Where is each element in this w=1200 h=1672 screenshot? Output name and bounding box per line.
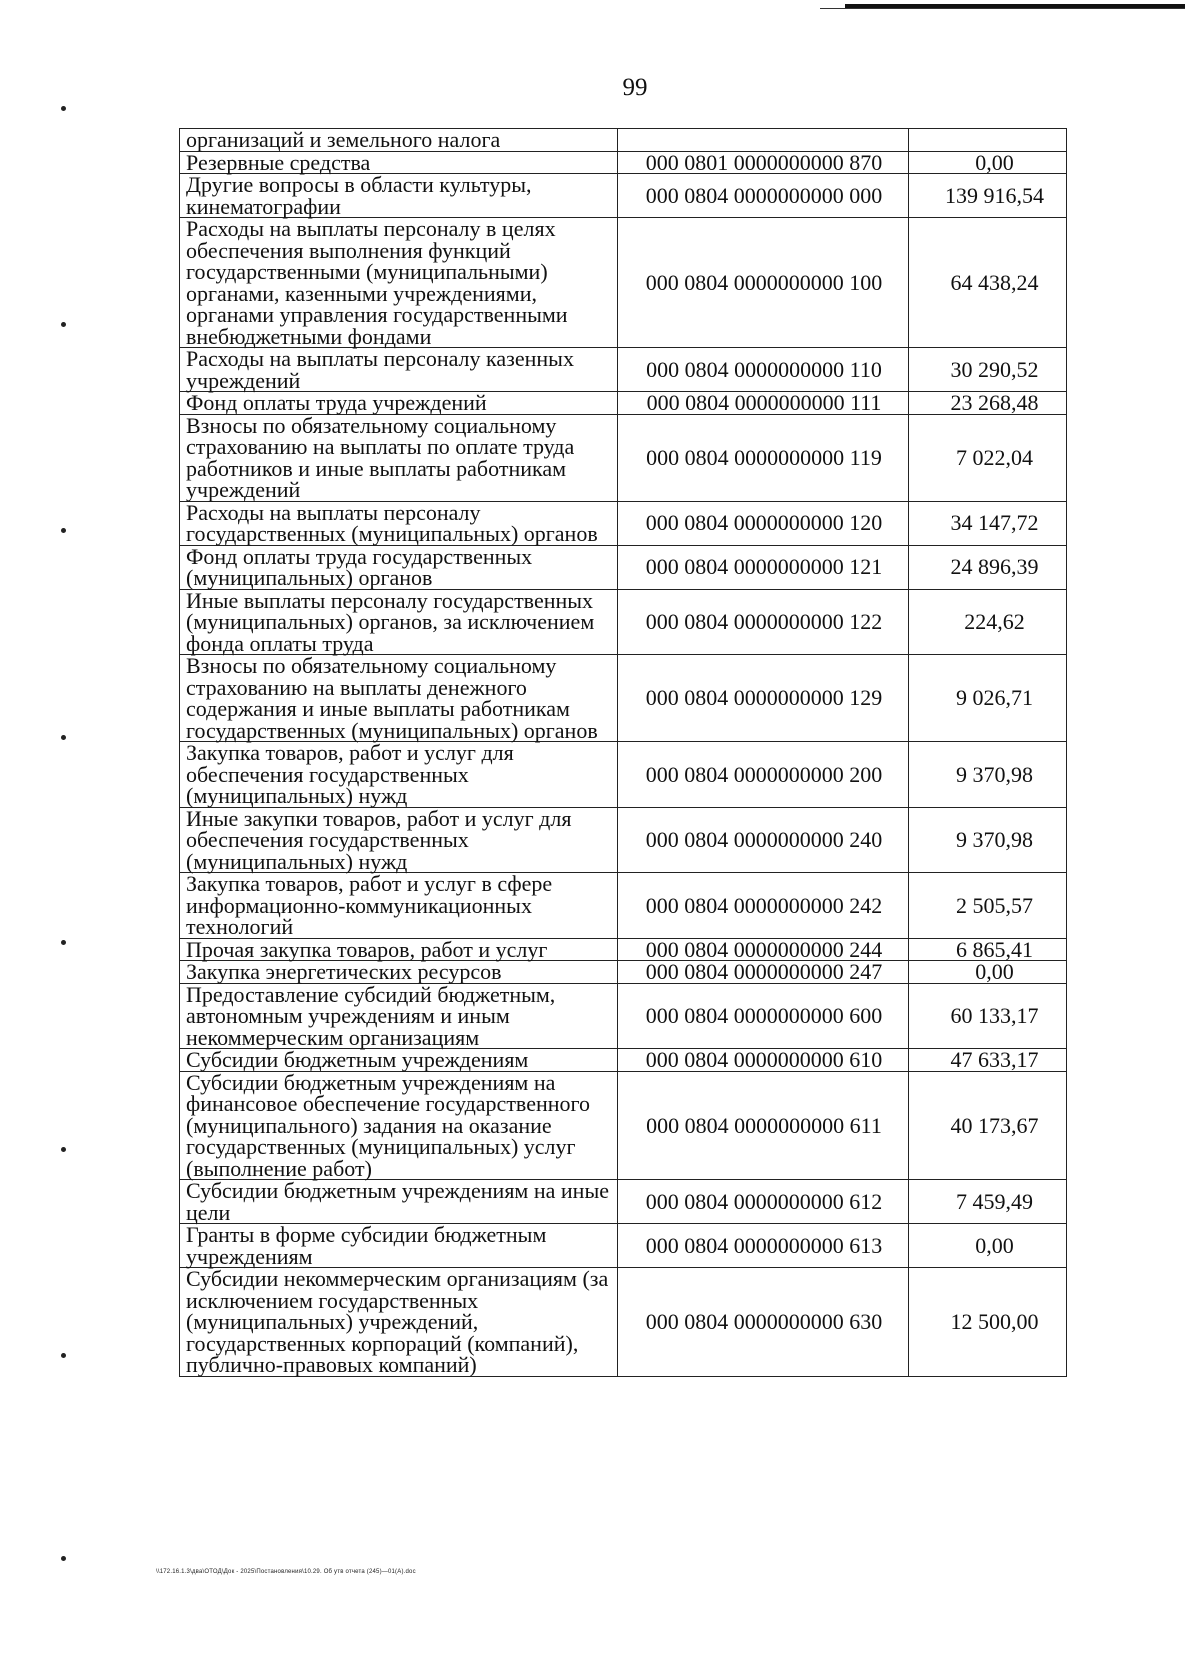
row-code: 000 0804 0000000000 613: [618, 1224, 909, 1268]
table-row: [180, 218, 1067, 348]
row-name: организаций и земельного налога: [180, 129, 618, 152]
row-code: 000 0804 0000000000 242: [618, 873, 909, 939]
table-row: [180, 873, 1067, 939]
row-code: 000 0804 0000000000 612: [618, 1180, 909, 1224]
row-amount: 30 290,52: [909, 348, 1067, 392]
row-name: Фонд оплаты труда государственных (муниципальных) органов: [180, 545, 618, 589]
budget-table: [179, 128, 1067, 1377]
margin-dot: [61, 528, 66, 533]
table-row: [180, 174, 1067, 218]
row-code: 000 0804 0000000000 110: [618, 348, 909, 392]
row-code: 000 0804 0000000000 129: [618, 655, 909, 742]
row-code: 000 0804 0000000000 120: [618, 501, 909, 545]
table-row: [180, 1224, 1067, 1268]
row-code: 000 0804 0000000000 200: [618, 742, 909, 808]
margin-dot: [61, 735, 66, 740]
row-code: 000 0804 0000000000 630: [618, 1268, 909, 1377]
row-name: Субсидии бюджетным учреждениям на финансовое обеспечение государственного (муниципального) задания на оказание государственных (муниципальных) услуг (выполнение работ): [180, 1071, 618, 1180]
row-amount: 34 147,72: [909, 501, 1067, 545]
row-name: Иные выплаты персоналу государственных (муниципальных) органов, за исключением фонда оплаты труда: [180, 589, 618, 655]
header-rule-thin: [820, 8, 1185, 9]
row-amount: 60 133,17: [909, 983, 1067, 1049]
row-code: 000 0804 0000000000 119: [618, 414, 909, 501]
margin-dot: [61, 1556, 66, 1561]
header-rule: [845, 4, 1185, 8]
table-row: [180, 129, 1067, 152]
row-name: Субсидии бюджетным учреждениям: [180, 1049, 618, 1072]
table-row: [180, 348, 1067, 392]
row-code: 000 0801 0000000000 870: [618, 151, 909, 174]
table-row: [180, 961, 1067, 984]
table-row: [180, 414, 1067, 501]
table-row: [180, 151, 1067, 174]
row-amount: 7 022,04: [909, 414, 1067, 501]
row-code: 000 0804 0000000000 240: [618, 807, 909, 873]
row-amount: 9 370,98: [909, 742, 1067, 808]
row-name: Резервные средства: [180, 151, 618, 174]
row-amount: 6 865,41: [909, 938, 1067, 961]
table-row: [180, 1180, 1067, 1224]
row-amount: 0,00: [909, 961, 1067, 984]
table-row: [180, 392, 1067, 415]
row-code: 000 0804 0000000000 111: [618, 392, 909, 415]
row-code: 000 0804 0000000000 600: [618, 983, 909, 1049]
row-amount: [909, 129, 1067, 152]
row-amount: 0,00: [909, 1224, 1067, 1268]
row-name: Субсидии некоммерческим организациям (за исключением государственных (муниципальных) учреждений, государственных корпораций (компаний), публично-правовых компаний): [180, 1268, 618, 1377]
table-row: [180, 1268, 1067, 1377]
margin-dot: [61, 940, 66, 945]
row-amount: 9 370,98: [909, 807, 1067, 873]
row-name: Предоставление субсидий бюджетным, автономным учреждениям и иным некоммерческим организациям: [180, 983, 618, 1049]
row-amount: 23 268,48: [909, 392, 1067, 415]
row-code: 000 0804 0000000000 121: [618, 545, 909, 589]
row-name: Прочая закупка товаров, работ и услуг: [180, 938, 618, 961]
row-name: Другие вопросы в области культуры, кинематографии: [180, 174, 618, 218]
row-amount: 40 173,67: [909, 1071, 1067, 1180]
row-name: Субсидии бюджетным учреждениям на иные цели: [180, 1180, 618, 1224]
row-name: Расходы на выплаты персоналу казенных учреждений: [180, 348, 618, 392]
row-amount: 47 633,17: [909, 1049, 1067, 1072]
margin-dot: [61, 322, 66, 327]
margin-dot: [61, 106, 66, 111]
row-amount: 64 438,24: [909, 218, 1067, 348]
row-code: 000 0804 0000000000 610: [618, 1049, 909, 1072]
row-code: 000 0804 0000000000 611: [618, 1071, 909, 1180]
page-number: 99: [622, 74, 648, 101]
margin-dot: [61, 1147, 66, 1152]
table-row: [180, 983, 1067, 1049]
row-name: Иные закупки товаров, работ и услуг для обеспечения государственных (муниципальных) нужд: [180, 807, 618, 873]
row-code: 000 0804 0000000000 000: [618, 174, 909, 218]
row-amount: 12 500,00: [909, 1268, 1067, 1377]
row-amount: 224,62: [909, 589, 1067, 655]
row-name: Закупка энергетических ресурсов: [180, 961, 618, 984]
row-name: Расходы на выплаты персоналу государственных (муниципальных) органов: [180, 501, 618, 545]
row-name: Закупка товаров, работ и услуг для обеспечения государственных (муниципальных) нужд: [180, 742, 618, 808]
table-row: [180, 655, 1067, 742]
row-name: Взносы по обязательному социальному страхованию на выплаты по оплате труда работников и иные выплаты работникам учреждений: [180, 414, 618, 501]
row-amount: 139 916,54: [909, 174, 1067, 218]
row-code: 000 0804 0000000000 244: [618, 938, 909, 961]
row-amount: 24 896,39: [909, 545, 1067, 589]
row-amount: 7 459,49: [909, 1180, 1067, 1224]
row-name: Гранты в форме субсидии бюджетным учреждениям: [180, 1224, 618, 1268]
row-name: Закупка товаров, работ и услуг в сфере информационно-коммуникационных технологий: [180, 873, 618, 939]
row-name: Расходы на выплаты персоналу в целях обеспечения выполнения функций государственными (муниципальными) органами, казенными учреждениями, органами управления государственными внебюджетными фондами: [180, 218, 618, 348]
table-row: [180, 938, 1067, 961]
table-row: [180, 742, 1067, 808]
row-amount: 9 026,71: [909, 655, 1067, 742]
margin-dot: [61, 1353, 66, 1358]
table-row: [180, 589, 1067, 655]
budget-table-body: [180, 129, 1067, 1377]
row-amount: 0,00: [909, 151, 1067, 174]
footer-file-path: \\172.16.1.3\два\ОТОД\Док - 2025\Постановления\10.29. Об утв отчета (245)—01(А).doc: [156, 1569, 416, 1575]
row-amount: 2 505,57: [909, 873, 1067, 939]
row-code: [618, 129, 909, 152]
table-row: [180, 1049, 1067, 1072]
row-name: Взносы по обязательному социальному страхованию на выплаты денежного содержания и иные выплаты работникам государственных (муниципальных) органов: [180, 655, 618, 742]
row-name: Фонд оплаты труда учреждений: [180, 392, 618, 415]
row-code: 000 0804 0000000000 247: [618, 961, 909, 984]
row-code: 000 0804 0000000000 100: [618, 218, 909, 348]
table-row: [180, 1071, 1067, 1180]
table-row: [180, 501, 1067, 545]
table-row: [180, 545, 1067, 589]
row-code: 000 0804 0000000000 122: [618, 589, 909, 655]
table-row: [180, 807, 1067, 873]
